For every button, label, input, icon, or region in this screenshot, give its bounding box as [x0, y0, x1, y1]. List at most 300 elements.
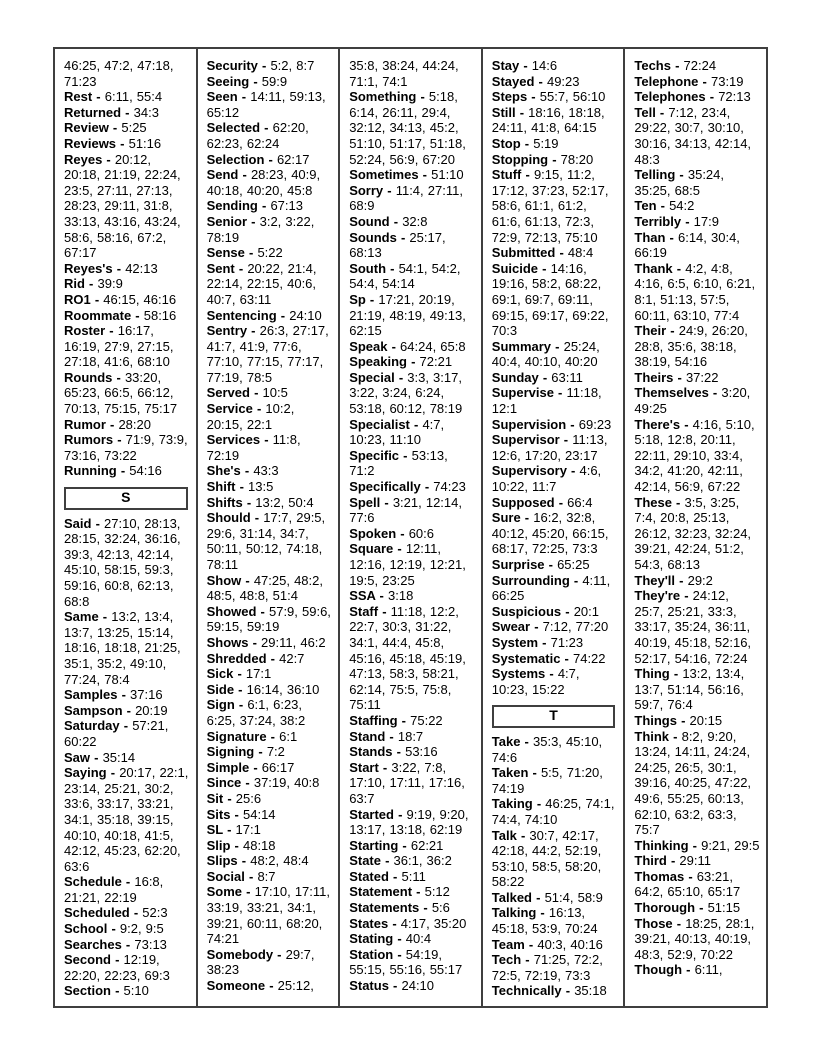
index-entry: Systems - 4:7, 10:23, 15:22 [491, 666, 580, 697]
index-entry: School - 9:2, 9:5 [64, 921, 164, 937]
index-word: Second - [64, 952, 124, 968]
index-entry: These - 3:5, 3:25, 7:4, 20:8, 25:13, 26:12, 32:23, 32:24, 39:21, 42:24, 51:2, 54:3, 68:13 [634, 494, 752, 572]
index-word: Shows - [206, 634, 262, 650]
index-entry: Swear - 7:12, 77:20 [491, 619, 609, 635]
index-column-1 [55, 49, 198, 1006]
index-entry: Still - 18:16, 18:18, 24:11, 41:8, 64:15 [491, 104, 605, 136]
index-entry: Saturday - 57:21, 60:22 [64, 718, 169, 749]
index-word: Specific - [349, 447, 412, 463]
index-word: Selection - [206, 151, 277, 167]
index-entry: Started - 9:19, 9:20, 13:17, 13:18, 62:19 [349, 806, 469, 838]
index-word: Senior - [206, 213, 260, 229]
index-entry: Taken - 5:5, 71:20, 74:19 [491, 765, 603, 796]
index-entry: Telephone - 73:19 [634, 73, 744, 89]
index-word: Saw - [64, 749, 103, 765]
index-entry: Rumors - 71:9, 73:9, 73:16, 73:22 [64, 432, 188, 463]
index-word: Team - [491, 936, 538, 952]
index-entry: Send - 28:23, 40:9, 40:18, 40:20, 45:8 [206, 167, 321, 198]
index-word: Special - [349, 369, 408, 385]
index-entry: Status - 24:10 [349, 978, 435, 994]
index-word: Staffing - [349, 712, 411, 728]
index-word: Techs - [634, 58, 684, 73]
index-entry: Selected - 62:20, 62:23, 62:24 [206, 120, 309, 151]
index-word: Something - [349, 89, 429, 105]
index-entry: Ten - 54:2 [634, 198, 695, 214]
index-entry: Searches - 73:13 [64, 936, 167, 952]
index-word: Stands - [349, 744, 406, 760]
index-entry: Slip - 48:18 [206, 837, 276, 853]
index-entry: Their - 24:9, 26:20, 28:8, 35:6, 38:18, 38:19, 54:16 [634, 323, 748, 370]
index-entry: States - 4:17, 35:20 [349, 915, 467, 931]
index-entry: Sound - 32:8 [349, 213, 428, 229]
index-word: Thinking - [634, 837, 702, 853]
index-entry: Techs - 72:24 [634, 58, 717, 73]
index-word: Sense - [206, 245, 258, 261]
index-entry: Something - 5:18, 6:14, 26:11, 29:4, 32:12, 34:13, 45:2, 51:10, 51:17, 51:18, 52:24, 56:9, 67:20 [349, 89, 466, 167]
index-word: Their - [634, 323, 679, 339]
index-word: Stating - [349, 931, 406, 947]
index-entry: Team - 40:3, 40:16 [491, 936, 603, 952]
index-entry: Thorough - 51:15 [634, 900, 741, 916]
index-entry: Rounds - 33:20, 65:23, 66:5, 66:12, 70:13, 75:15, 75:17 [64, 369, 178, 417]
index-entry: Schedule - 16:8, 21:21, 22:19 [64, 874, 164, 905]
index-entry: Starting - 62:21 [349, 837, 444, 853]
index-word: Talk - [491, 827, 530, 843]
index-entry: Samples - 37:16 [64, 687, 163, 703]
index-entry: Stands - 53:16 [349, 744, 438, 760]
index-word: Some - [206, 884, 255, 900]
index-entry: Side - 16:14, 36:10 [206, 681, 320, 697]
index-word: Thing - [634, 666, 683, 682]
index-word: Surrounding - [491, 572, 583, 588]
index-word: Ten - [634, 198, 670, 214]
index-word: Rumors - [64, 432, 126, 448]
index-word: Those - [634, 915, 686, 931]
index-entry: Summary - 25:24, 40:4, 40:10, 40:20 [491, 338, 600, 370]
index-word: Talked - [491, 889, 545, 905]
index-entry: Those - 18:25, 28:1, 39:21, 40:13, 40:19, 48:3, 52:9, 70:22 [634, 915, 755, 962]
index-entry: Supervision - 69:23 [491, 416, 612, 432]
index-word: Supervisory - [491, 463, 580, 479]
index-word: Swear - [491, 619, 543, 635]
index-entry: Some - 17:10, 17:11, 33:19, 33:21, 34:1, 39:21, 60:11, 68:20, 74:21 [206, 884, 330, 947]
index-word: Somebody - [206, 946, 286, 962]
index-entry: Sick - 17:1 [206, 666, 272, 682]
index-word: Social - [206, 868, 258, 884]
index-word: Running - [64, 463, 130, 479]
index-entry: Same - 13:2, 13:4, 13:7, 13:25, 15:14, 18:16, 18:18, 21:25, 35:1, 35:2, 49:10, 77:24, 78:4 [64, 609, 181, 687]
index-word: Sometimes - [349, 167, 432, 183]
index-word: Reyes's - [64, 260, 126, 276]
index-word: Saying - [64, 765, 120, 781]
index-word: System - [491, 634, 551, 650]
index-word: Square - [349, 541, 406, 557]
index-entry: Suspicious - 20:1 [491, 603, 599, 619]
index-entry: Supervisory - 4:6, 10:22, 11:7 [491, 463, 602, 495]
index-entry: Sentry - 26:3, 27:17, 41:7, 41:9, 77:6, 77:10, 77:15, 77:17, 77:19, 78:5 [206, 323, 329, 385]
index-entry: Saw - 35:14 [64, 749, 136, 765]
continuation-refs: 35:8, 38:24, 44:24, 71:1, 74:1 [349, 58, 459, 89]
index-entry: Section - 5:10 [64, 983, 149, 999]
index-column-3 [340, 49, 483, 1006]
index-word: Shifts - [206, 494, 256, 510]
index-word: Taken - [491, 765, 541, 781]
index-entry: Station - 54:19, 55:15, 55:16, 55:17 [349, 946, 463, 978]
index-entry: RO1 - 46:15, 46:16 [64, 291, 177, 307]
index-entry: Shows - 29:11, 46:2 [206, 634, 326, 650]
index-entry: Statement - 5:12 [349, 884, 450, 900]
index-word: Showed - [206, 603, 269, 619]
index-word: Start - [349, 759, 392, 775]
index-entry: Roster - 16:17, 16:19, 27:9, 27:15, 27:18, 41:6, 68:10 [64, 323, 174, 370]
index-entry: Sounds - 25:17, 68:13 [349, 229, 446, 261]
index-entry: Sit - 25:6 [206, 790, 262, 806]
index-entry: Speaking - 72:21 [349, 354, 453, 370]
index-entry: Staff - 11:18, 12:2, 22:7, 30:3, 31:22, 34:1, 44:4, 45:8, 45:16, 45:18, 45:19, 47:13, 58:3, 58:21, 62:14, 75:5, 75:8, 75:11 [349, 603, 466, 713]
index-word: Spell - [349, 494, 393, 510]
index-word: Schedule - [64, 874, 135, 890]
index-word: Sit - [206, 790, 236, 806]
index-word: Sent - [206, 260, 248, 276]
index-word: Stay - [491, 58, 532, 73]
index-word: Show - [206, 572, 254, 588]
index-entry: Stand - 18:7 [349, 728, 424, 744]
index-word: Supervision - [491, 416, 579, 432]
index-word: Suspicious - [491, 603, 574, 619]
index-word: RO1 - [64, 291, 104, 307]
index-entry: Surprise - 65:25 [491, 557, 590, 572]
index-word: Rest - [64, 89, 105, 105]
index-word: Telephones - [634, 89, 719, 105]
continuation-refs: 46:25, 47:2, 47:18, 71:23 [64, 58, 174, 89]
index-word: Roommate - [64, 307, 144, 323]
index-word: Sentencing - [206, 307, 290, 323]
index-entry: Spoken - 60:6 [349, 525, 435, 541]
index-word: They're - [634, 588, 693, 604]
index-entry: Social - 8:7 [206, 868, 276, 884]
index-word: Sign - [206, 697, 248, 713]
index-entry: Stayed - 49:23 [491, 73, 580, 89]
index-word: Stated - [349, 868, 402, 884]
index-word: Statement - [349, 884, 425, 900]
index-entry: Tell - 7:12, 23:4, 29:22, 30:7, 30:10, 30:16, 34:13, 42:14, 48:3 [634, 104, 752, 167]
index-entry: Seen - 14:11, 59:13, 65:12 [206, 89, 326, 120]
index-entry: Service - 10:2, 20:15, 22:1 [206, 401, 295, 432]
index-word: Served - [206, 385, 263, 401]
index-entry: Theirs - 37:22 [634, 369, 719, 385]
index-entry: Rid - 39:9 [64, 276, 123, 292]
index-word: Services - [206, 432, 273, 448]
index-word: Summary - [491, 338, 564, 354]
index-word: Than - [634, 229, 678, 245]
index-word: Review - [64, 120, 122, 136]
index-word: Saturday - [64, 718, 133, 734]
index-word: There's - [634, 416, 693, 432]
index-entry: Since - 37:19, 40:8 [206, 775, 320, 791]
index-word: Still - [491, 104, 529, 120]
index-entry: Though - 6:11, [634, 962, 723, 978]
index-word: Sampson - [64, 702, 136, 718]
index-entry: Sunday - 63:11 [491, 369, 583, 385]
index-word: Spoken - [349, 525, 409, 541]
index-entry: Terribly - 17:9 [634, 213, 719, 229]
index-entry: Specifically - 74:23 [349, 479, 466, 495]
index-entry: Surrounding - 4:11, 66:25 [491, 572, 611, 604]
index-word: Thank - [634, 260, 686, 276]
index-word: Sick - [206, 666, 246, 682]
index-entry: System - 71:23 [491, 634, 584, 650]
index-entry: Review - 5:25 [64, 120, 147, 136]
index-word: Things - [634, 712, 690, 728]
index-entry: Security - 5:2, 8:7 [206, 58, 315, 73]
index-entry: Statements - 5:6 [349, 900, 450, 916]
index-entry: Thinking - 9:21, 29:5 [634, 837, 760, 853]
index-word: Returned - [64, 104, 134, 120]
index-word: Systematic - [491, 650, 573, 666]
index-entry: Taking - 46:25, 74:1, 74:4, 74:10 [491, 796, 615, 827]
index-entry: Seeing - 59:9 [206, 73, 288, 89]
index-entry: Rumor - 28:20 [64, 416, 151, 432]
index-entry: Technically - 35:18 [491, 983, 607, 999]
index-entry: Square - 12:11, 12:16, 12:19, 12:21, 19:5, 23:25 [349, 541, 466, 588]
index-entry: Themselves - 3:20, 49:25 [634, 385, 751, 417]
index-word: Sentry - [206, 323, 260, 339]
index-word: Sunday - [491, 369, 552, 385]
index-entry: Saying - 20:17, 22:1, 23:14, 25:21, 30:2, 33:6, 33:17, 33:21, 34:1, 35:18, 39:15, 40:10, 40:18, 41:5, 42:12, 45:23, 62:20, 63:6 [64, 765, 189, 874]
index-word: Security - [206, 58, 271, 73]
index-word: Thomas - [634, 868, 697, 884]
index-entry: Thomas - 63:21, 64:2, 65:10, 65:17 [634, 868, 741, 900]
index-entry: Sorry - 11:4, 27:11, 68:9 [349, 182, 463, 214]
index-word: Started - [349, 806, 407, 822]
index-entry: State - 36:1, 36:2 [349, 853, 452, 869]
index-entry: Rest - 6:11, 55:4 [64, 89, 163, 105]
index-entry: Signing - 7:2 [206, 744, 285, 760]
index-word: States - [349, 915, 401, 931]
index-entry: Sure - 16:2, 32:8, 40:12, 45:20, 66:15, 68:17, 72:25, 73:3 [491, 510, 609, 557]
index-word: Stuff - [491, 167, 534, 183]
index-entry: Said - 27:10, 28:13, 28:15, 32:24, 36:16, 39:3, 42:13, 42:14, 45:10, 58:15, 59:3, 59:16, 60:8, 62:13, 68:8 [64, 515, 181, 609]
index-entry: Showed - 57:9, 59:6, 59:15, 59:19 [206, 603, 331, 635]
index-word: Surprise - [491, 557, 558, 572]
index-word: Suicide - [491, 260, 551, 276]
index-word: Sure - [491, 510, 534, 526]
index-word: Terribly - [634, 213, 694, 229]
index-entry: There's - 4:16, 5:10, 5:18, 12:8, 20:11, 22:11, 29:10, 33:4, 34:2, 41:20, 42:11, 42:14, 56:9, 67:22 [634, 416, 755, 495]
index-word: Specialist - [349, 416, 423, 432]
index-word: Rid - [64, 276, 98, 292]
index-word: Systems - [491, 666, 558, 682]
index-entry: Second - 12:19, 22:20, 22:23, 69:3 [64, 952, 170, 983]
index-word: Supposed - [491, 494, 568, 510]
index-word: Sp - [349, 291, 379, 307]
index-entry: SL - 17:1 [206, 822, 261, 838]
index-word: Technically - [491, 983, 575, 999]
index-entry: Stated - 5:11 [349, 868, 426, 884]
index-entry: Stopping - 78:20 [491, 151, 594, 167]
index-entry: Talk - 30:7, 42:17, 42:18, 44:2, 52:19, 53:10, 58:5, 58:20, 58:22 [491, 827, 602, 890]
index-word: Telephone - [634, 73, 711, 89]
index-entry: Someone - 25:12, [206, 978, 314, 994]
index-word: Status - [349, 978, 402, 994]
index-word: Slip - [206, 837, 243, 853]
index-entry: Supposed - 66:4 [491, 494, 593, 510]
index-word: Samples - [64, 687, 131, 703]
index-word: Thorough - [634, 900, 708, 916]
index-word: Station - [349, 946, 406, 962]
index-entry: Telling - 35:24, 35:25, 68:5 [634, 167, 725, 198]
index-entry: Stating - 40:4 [349, 931, 432, 947]
index-entry: Spell - 3:21, 12:14, 77:6 [349, 494, 462, 526]
index-entry: Stop - 5:19 [491, 135, 559, 151]
index-word: Rumor - [64, 416, 119, 432]
index-word: Stand - [349, 728, 398, 744]
index-entry: Shredded - 42:7 [206, 650, 305, 666]
index-word: Someone - [206, 978, 278, 994]
index-word: Specifically - [349, 479, 434, 495]
index-word: Sorry - [349, 182, 396, 198]
index-entry: South - 54:1, 54:2, 54:4, 54:14 [349, 260, 461, 292]
index-word: Theirs - [634, 369, 686, 385]
index-entry: Talked - 51:4, 58:9 [491, 889, 603, 905]
index-word: Supervisor - [491, 432, 573, 448]
index-word: Speak - [349, 338, 401, 354]
index-entry: Than - 6:14, 30:4, 66:19 [634, 229, 740, 261]
index-entry: Simple - 66:17 [206, 759, 295, 775]
index-word: Shift - [206, 479, 249, 495]
index-word: Talking - [491, 905, 549, 921]
index-entry: Signature - 6:1 [206, 728, 298, 744]
index-word: Tech - [491, 952, 534, 968]
index-word: Slips - [206, 853, 251, 869]
index-word: Seeing - [206, 73, 262, 89]
index-entry: Tech - 71:25, 72:2, 72:5, 72:19, 73:3 [491, 952, 603, 983]
index-word: Steps - [491, 89, 540, 105]
index-entry: Things - 20:15 [634, 712, 723, 728]
index-entry: Reyes - 20:12, 20:18, 21:19, 22:24, 23:5, 27:11, 27:13, 28:23, 29:11, 31:8, 33:13, 43:16, 43:24, 58:6, 58:16, 67:2, 67:17 [64, 151, 181, 261]
index-word: Section - [64, 983, 124, 999]
index-word: Side - [206, 681, 247, 697]
index-word: Stayed - [491, 73, 547, 89]
index-word: Selected - [206, 120, 273, 136]
index-entry: She's - 43:3 [206, 463, 279, 479]
index-entry: Senior - 3:2, 3:22, 78:19 [206, 213, 315, 245]
index-word: Third - [634, 853, 680, 869]
index-word: Supervise - [491, 385, 567, 401]
index-entry: Shift - 13:5 [206, 479, 274, 495]
index-entry: Selection - 62:17 [206, 151, 310, 167]
index-column-4 [483, 49, 626, 1006]
section-header-T: T [492, 705, 616, 728]
index-entry: They're - 24:12, 25:7, 25:21, 33:3, 33:17, 35:24, 36:11, 40:19, 45:18, 52:16, 52:17, 54:16, 72:24 [634, 588, 752, 666]
index-entry: Specific - 53:13, 71:2 [349, 447, 448, 479]
index-word: Speaking - [349, 354, 420, 370]
index-entry: Sign - 6:1, 6:23, 6:25, 37:24, 38:2 [206, 697, 306, 728]
index-word: Shredded - [206, 650, 280, 666]
index-word: Tell - [634, 104, 669, 120]
index-entry: Speak - 64:24, 65:8 [349, 338, 466, 354]
index-word: Submitted - [491, 245, 568, 261]
index-word: Sound - [349, 213, 403, 229]
index-entry: Shifts - 13:2, 50:4 [206, 494, 314, 510]
index-word: Scheduled - [64, 905, 143, 921]
index-word: Should - [206, 510, 264, 526]
index-word: SL - [206, 822, 236, 838]
index-word: Signing - [206, 744, 267, 760]
index-word: SSA - [349, 588, 388, 604]
index-entry: Supervise - 11:18, 12:1 [491, 385, 602, 417]
index-entry: Sending - 67:13 [206, 198, 303, 214]
index-entry: Stuff - 9:15, 11:2, 17:12, 37:23, 52:17, 58:6, 61:1, 61:2, 61:6, 61:13, 72:3, 72:9, 72:13, 75:10 [491, 167, 609, 245]
index-word: Stopping - [491, 151, 561, 167]
index-entry: Submitted - 48:4 [491, 245, 594, 261]
index-entry: Sampson - 20:19 [64, 702, 168, 718]
index-column-2 [198, 49, 341, 1006]
index-entry: Thing - 13:2, 13:4, 13:7, 51:14, 56:16, 59:7, 76:4 [634, 666, 745, 713]
index-entry: Thank - 4:2, 4:8, 4:16, 6:5, 6:10, 6:21, 8:1, 51:13, 57:5, 60:11, 63:10, 77:4 [634, 260, 756, 323]
index-word: Taking - [491, 796, 546, 812]
index-word: Take - [491, 733, 533, 749]
index-entry: Think - 8:2, 9:20, 13:24, 14:11, 24:24, 24:25, 26:5, 30:1, 39:16, 40:25, 47:22, 49:6, 55:25, 60:13, 62:10, 63:2, 63:3, 75:7 [634, 728, 752, 838]
index-entry: Reviews - 51:16 [64, 135, 162, 151]
section-header-S: S [64, 487, 188, 510]
index-entry: Sense - 5:22 [206, 245, 283, 261]
index-word: School - [64, 921, 120, 937]
index-word: Though - [634, 962, 695, 978]
index-word: Reyes - [64, 151, 115, 167]
index-word: Send - [206, 167, 251, 183]
index-entry: Sentencing - 24:10 [206, 307, 322, 323]
index-entry: Supervisor - 11:13, 12:6, 17:20, 23:17 [491, 432, 608, 463]
index-entry: Systematic - 74:22 [491, 650, 606, 666]
index-entry: Roommate - 58:16 [64, 307, 177, 323]
index-entry: Start - 3:22, 7:8, 17:10, 17:11, 17:16, 63:7 [349, 759, 465, 806]
index-entry: Should - 17:7, 29:5, 29:6, 31:14, 34:7, 50:11, 50:12, 74:18, 78:11 [206, 510, 326, 572]
index-entry: Special - 3:3, 3:17, 3:22, 3:24, 6:24, 53:18, 60:12, 78:19 [349, 369, 463, 417]
index-word: Sits - [206, 806, 243, 822]
index-word: Searches - [64, 936, 135, 952]
index-column-5 [625, 49, 766, 1006]
index-entry: Sometimes - 51:10 [349, 167, 464, 183]
index-entry: Steps - 55:7, 56:10 [491, 89, 606, 105]
index-entry: Third - 29:11 [634, 853, 711, 869]
index-word: State - [349, 853, 394, 869]
index-entry: Served - 10:5 [206, 385, 288, 401]
index-entry: Suicide - 14:16, 19:16, 58:2, 68:22, 69:1, 69:7, 69:11, 69:15, 69:17, 69:22, 70:3 [491, 260, 609, 339]
index-entry: Take - 35:3, 45:10, 74:6 [491, 733, 603, 765]
word-index-table [53, 47, 768, 1008]
index-word: Service - [206, 401, 266, 417]
index-word: Reviews - [64, 135, 129, 151]
index-entry: Specialist - 4:7, 10:23, 11:10 [349, 416, 445, 448]
index-word: Simple - [206, 759, 262, 775]
index-word: Stop - [491, 135, 534, 151]
index-entry: Reyes's - 42:13 [64, 260, 158, 276]
index-word: Themselves - [634, 385, 722, 401]
index-entry: SSA - 3:18 [349, 588, 414, 604]
index-entry: Slips - 48:2, 48:4 [206, 853, 309, 869]
index-entry: Staffing - 75:22 [349, 712, 443, 728]
index-entry: Scheduled - 52:3 [64, 905, 168, 921]
index-word: Think - [634, 728, 682, 744]
index-word: These - [634, 494, 685, 510]
index-entry: Show - 47:25, 48:2, 48:5, 48:8, 51:4 [206, 572, 323, 604]
index-entry: Stay - 14:6 [491, 58, 558, 73]
index-word: Same - [64, 609, 112, 625]
index-word: Seen - [206, 89, 251, 105]
index-entry: Talking - 16:13, 45:18, 53:9, 70:24 [491, 905, 598, 937]
index-entry: Sits - 54:14 [206, 806, 276, 822]
